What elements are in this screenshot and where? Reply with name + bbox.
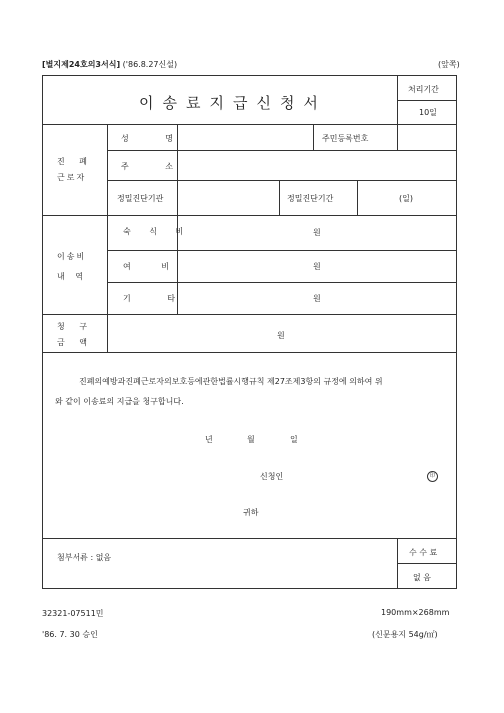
date-year: 년 — [205, 435, 213, 444]
divider — [43, 314, 456, 315]
fee-label: 수 수 료 — [409, 548, 438, 557]
divider — [357, 180, 358, 215]
form-frame — [42, 75, 457, 589]
divider — [397, 563, 456, 564]
diagnosis-period-label: 정밀진단기간 — [287, 194, 334, 203]
resident-id-label: 주민등록번호 — [322, 134, 369, 143]
statement-line-1: 진폐의예방과진폐근로자의보호등에관한법률시행규칙 제27조제3항의 규정에 의하여 위 — [79, 377, 383, 386]
lodging-cost-label: 숙 식 비 — [123, 227, 192, 236]
other-cost-label: 기 타 — [123, 294, 175, 303]
divider — [397, 76, 398, 124]
paper-type: (신문용지 54g/㎡) — [372, 630, 438, 639]
diagnosis-agency-label: 정밀진단기관 — [117, 194, 164, 203]
paper-size: 190mm×268mm — [381, 608, 450, 617]
form-number: [별지제24호의3서식] — [42, 60, 121, 69]
claim-amount-unit: 원 — [277, 331, 285, 340]
divider — [107, 282, 456, 283]
divider — [107, 250, 456, 251]
worker-group-label: 진 폐 — [57, 157, 93, 166]
divider — [43, 215, 456, 216]
divider — [43, 538, 456, 539]
addressee-label: 귀하 — [243, 508, 259, 517]
lodging-cost-unit: 원 — [313, 228, 321, 237]
divider — [397, 100, 456, 101]
divider — [107, 124, 108, 352]
claim-amount-label-2: 금 액 — [57, 338, 87, 347]
fee-value: 없 음 — [413, 573, 431, 582]
travel-cost-unit: 원 — [313, 262, 321, 271]
date-month: 월 — [247, 435, 255, 444]
form-date: ('86.8.27신설) — [122, 60, 178, 69]
divider — [43, 352, 456, 353]
seal-icon: 印 — [427, 471, 438, 482]
divider — [397, 124, 398, 150]
costs-group-label-2: 내 역 — [57, 272, 83, 281]
attachments-label: 첨부서류 : 없음 — [57, 553, 112, 562]
period-unit: (일) — [399, 194, 413, 203]
divider — [313, 124, 314, 150]
divider — [279, 180, 280, 215]
processing-period-label: 처리기간 — [408, 85, 439, 94]
divider — [107, 180, 456, 181]
claim-amount-label: 청 구 — [57, 322, 87, 331]
travel-cost-label: 여 비 — [123, 262, 169, 271]
costs-group-label: 이송비 — [57, 252, 87, 261]
page-side-label: (앞쪽) — [438, 60, 460, 69]
divider — [177, 124, 178, 314]
other-cost-unit: 원 — [313, 294, 321, 303]
approval-date: '86. 7. 30 승인 — [42, 630, 98, 639]
divider — [43, 124, 456, 125]
address-label: 주 소 — [121, 162, 173, 171]
form-number-header — [42, 59, 177, 70]
statement-line-2: 와 같이 이송료의 지급을 청구합니다. — [55, 397, 184, 406]
name-label: 성 명 — [121, 134, 173, 143]
form-title: 이송료지급신청서 — [139, 94, 327, 112]
divider — [107, 150, 456, 151]
date-day: 일 — [290, 435, 298, 444]
divider — [397, 538, 398, 588]
form-code: 32321-07511민 — [42, 609, 104, 618]
worker-group-label-2: 근로자 — [57, 173, 87, 182]
processing-period-value: 10일 — [419, 108, 437, 117]
applicant-label: 신청인 — [260, 472, 284, 481]
